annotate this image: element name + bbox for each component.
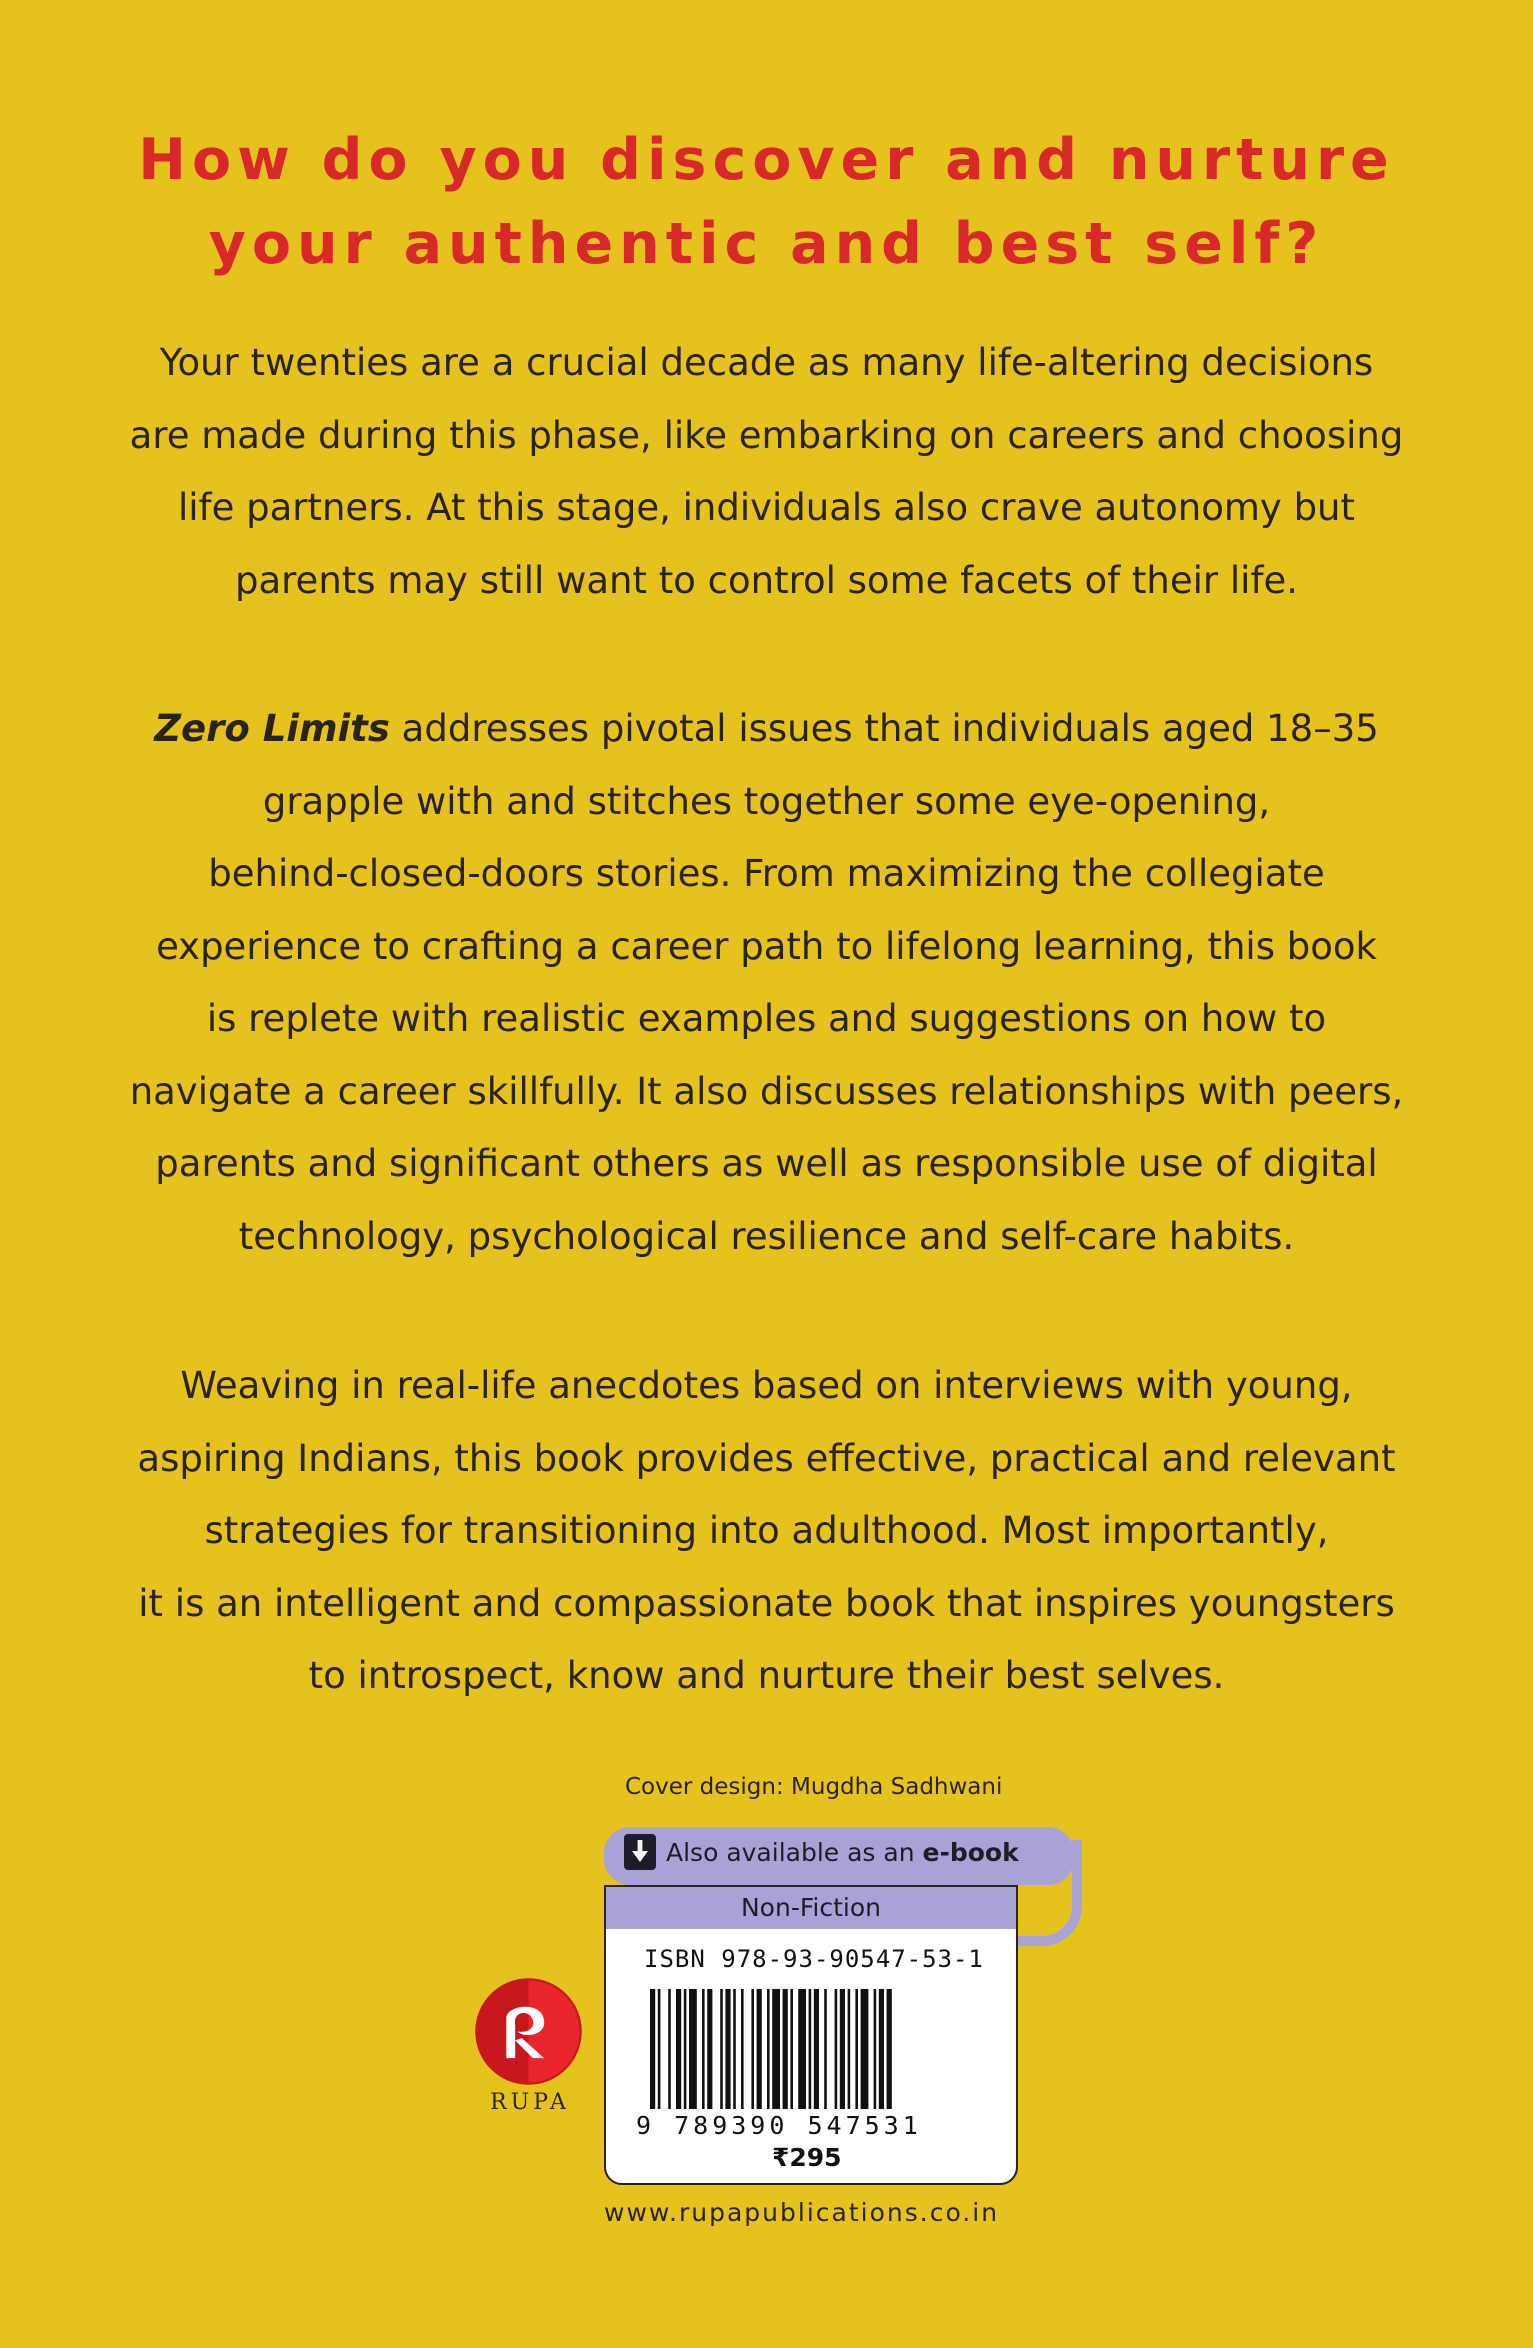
blurb-line: strategies for transitioning into adulthood. Most importantly, bbox=[204, 1509, 1329, 1552]
genre-band: Non-Fiction bbox=[606, 1887, 1016, 1929]
blurb-line: is replete with realistic examples and suggestions on how to bbox=[206, 997, 1327, 1040]
price: ₹295 bbox=[772, 2143, 842, 2172]
isbn-text: ISBN 978-93-90547-53-1 bbox=[644, 1945, 984, 1973]
barcode-label bbox=[604, 1885, 1018, 2185]
rupa-logo-icon bbox=[473, 1976, 584, 2087]
publisher-url: www.rupapublications.co.in bbox=[604, 2198, 1000, 2227]
blurb-paragraph-3 bbox=[120, 1350, 1413, 1713]
ebook-notice-bold: e-book bbox=[922, 1838, 1019, 1867]
blurb-line: grapple with and stitches together some eye-opening, bbox=[262, 779, 1271, 823]
blurb-line: parents may still want to control some facets of their life. bbox=[235, 558, 1298, 602]
headline-line-2: your authentic and best self? bbox=[208, 211, 1325, 277]
blurb-line: to introspect, know and nurture their best selves. bbox=[308, 1654, 1225, 1697]
cover-design-credit: Cover design: Mugdha Sadhwani bbox=[625, 1774, 1003, 1800]
publisher-name: RUPA bbox=[490, 2090, 570, 2115]
download-icon bbox=[624, 1834, 656, 1870]
blurb-line: aspiring Indians, this book provides effective, practical and relevant bbox=[137, 1436, 1396, 1480]
blurb-line: life partners. At this stage, individuals also crave autonomy but bbox=[177, 486, 1356, 529]
blurb-line: parents and significant others as well as responsible use of digital bbox=[155, 1142, 1378, 1185]
ebook-notice-prefix: Also available as an bbox=[666, 1838, 923, 1867]
ebook-notice bbox=[666, 1838, 1019, 1867]
blurb-line-rest: addresses pivotal issues that individuals aged 18–35 bbox=[389, 707, 1379, 750]
blurb-line: Your twenties are a crucial decade as many life-altering decisions bbox=[159, 341, 1374, 384]
barcode bbox=[650, 1989, 970, 2109]
blurb-line: behind-closed-doors stories. From maximizing the collegiate bbox=[208, 852, 1325, 895]
barcode-digits: 9 789390 547531 bbox=[636, 2111, 922, 2140]
blurb-line: navigate a career skillfully. It also discusses relationships with peers, bbox=[129, 1069, 1404, 1113]
blurb-line: Weaving in real-life anecdotes based on interviews with young, bbox=[180, 1364, 1353, 1407]
headline-line-1: How do you discover and nurture bbox=[138, 127, 1395, 193]
headline bbox=[0, 118, 1533, 286]
blurb-line: technology, psychological resilience and self-care habits. bbox=[238, 1214, 1295, 1258]
blurb-line: it is an intelligent and compassionate book that inspires youngsters bbox=[138, 1581, 1395, 1625]
blurb-line: are made during this phase, like embarking on careers and choosing bbox=[129, 413, 1404, 457]
blurb-paragraph-1 bbox=[120, 327, 1413, 617]
book-title: Zero Limits bbox=[154, 707, 390, 750]
blurb-line bbox=[120, 693, 1413, 766]
blurb-paragraph-2 bbox=[120, 693, 1413, 1273]
blurb-line: experience to crafting a career path to lifelong learning, this book bbox=[156, 924, 1377, 968]
